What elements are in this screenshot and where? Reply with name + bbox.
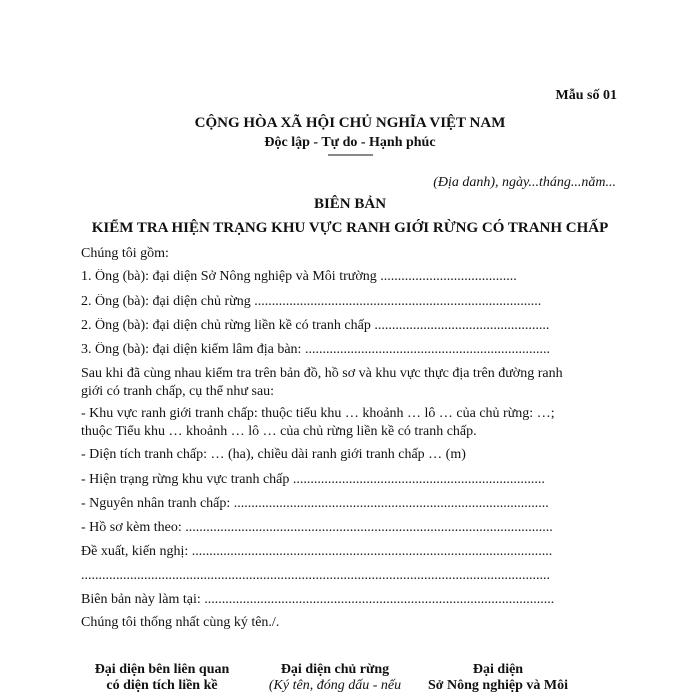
signature-department-title: Đại diện [472,662,524,677]
paragraph-line-2: giới có tranh chấp, cụ thể như sau: [81,384,275,399]
dispute-area-line-1: - Khu vực ranh giới tranh chấp: thuộc tiểu khu … khoảnh … lô … của chủ rừng: …; [81,406,555,421]
signature-department-subtitle: Sở Nông nghiệp và Môi [428,678,568,693]
signature-related-party [62,662,262,694]
proposal-continuation-line: ...................................................................................................................................... [81,568,550,583]
attached-documents-line: - Hồ sơ kèm theo: ......................................................................................................... [81,520,553,535]
signature-forest-owner-note: (Ký tên, đóng dấu - nếu [268,678,402,693]
forest-status-line: - Hiện trạng rừng khu vực tranh chấp ........................................................................ [81,472,545,487]
member-line-1: 1. Ông (bà): đại diện Sở Nông nghiệp và Môi trường ....................................... [81,269,517,284]
dispute-size-line: - Diện tích tranh chấp: … (ha), chiều dài ranh giới tranh chấp … (m) [81,447,466,462]
member-line-3: 2. Ông (bà): đại diện chủ rừng liền kề có tranh chấp .................................................. [81,318,550,333]
signature-related-party-subtitle: có diện tích liền kề [106,678,218,693]
document-title: BIÊN BẢN [313,196,387,212]
national-motto: Độc lập - Tự do - Hạnh phúc [264,135,436,150]
signature-department [398,662,598,694]
paragraph-line-1: Sau khi đã cùng nhau kiểm tra trên bản đồ, hồ sơ và khu vực thực địa trên đường ranh [81,366,563,381]
signature-forest-owner-title: Đại diện chủ rừng [280,662,390,677]
proposal-line: Đề xuất, kiến nghị: ....................................................................................................... [81,544,553,559]
national-header: CỘNG HÒA XÃ HỘI CHỦ NGHĨA VIỆT NAM [194,115,506,131]
location-line: Biên bản này làm tại: .................................................................................................... [81,592,555,607]
intro-text: Chúng tôi gồm: [81,246,169,261]
signature-related-party-title: Đại diện bên liên quan [94,662,230,677]
document-subtitle: KIỂM TRA HIỆN TRẠNG KHU VỰC RANH GIỚI RỪNG CÓ TRANH CHẤP [91,220,609,236]
member-line-2: 2. Ông (bà): đại diện chủ rừng .................................................................................. [81,294,542,309]
header-divider: --------------- [327,147,373,161]
closing-line: Chúng tôi thống nhất cùng ký tên./. [81,615,280,630]
form-number: Mẫu số 01 [555,88,617,103]
dispute-cause-line: - Nguyên nhân tranh chấp: .......................................................................................... [81,496,549,511]
place-date-line: (Địa danh), ngày...tháng...năm... [433,175,616,190]
dispute-area-line-2: thuộc Tiểu khu … khoảnh … lô … của chủ rừng liền kề có tranh chấp. [81,424,477,439]
member-line-4: 3. Ông (bà): đại diện kiểm lâm địa bàn: ...................................................................... [81,342,550,357]
